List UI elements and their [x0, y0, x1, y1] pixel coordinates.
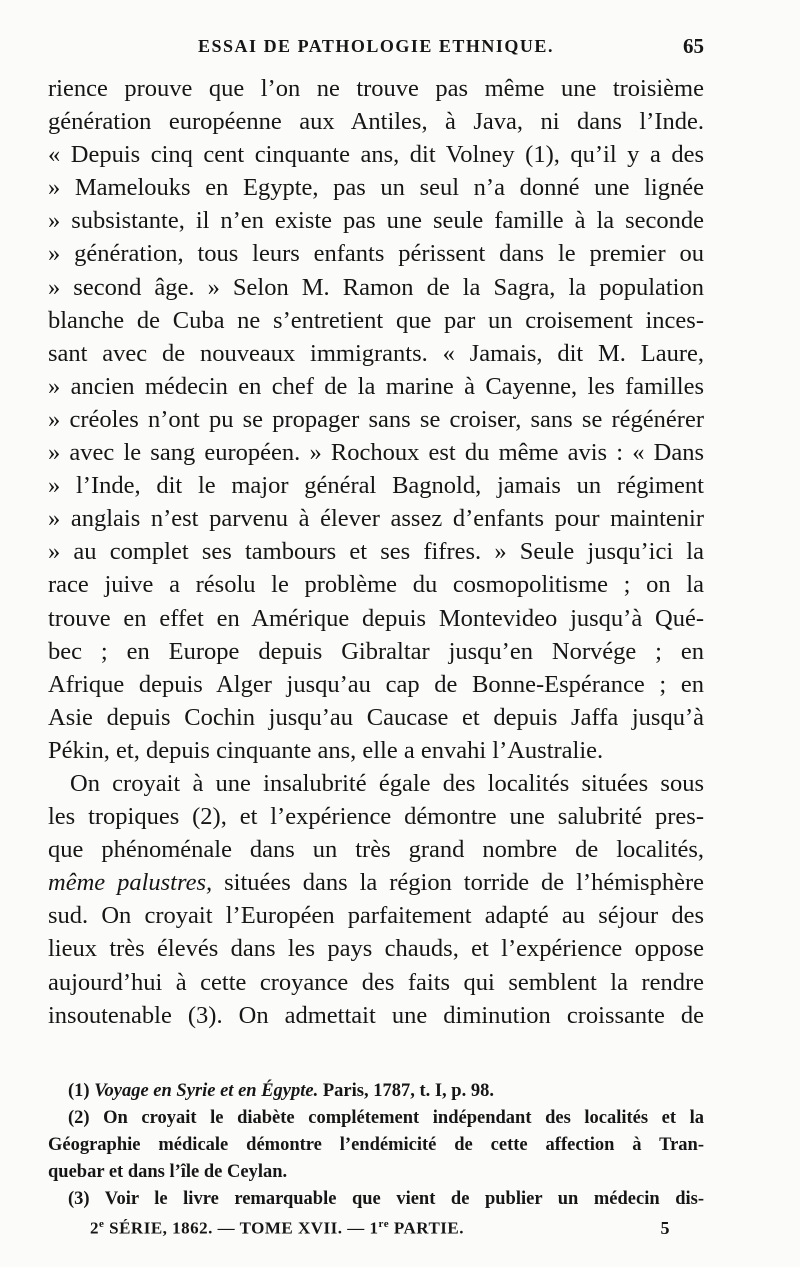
part-label: PARTIE.: [393, 1218, 464, 1238]
text-line: « Depuis cinq cent cinquante ans, dit Volney (1), qu’il y a des: [48, 141, 704, 169]
text-line: » anglais n’est parvenu à élever assez d’enfants pour maintenir: [48, 505, 704, 533]
text-line: sant avec de nouveaux immigrants. « Jamais, dit M. Laure,: [48, 339, 704, 367]
paragraph-start-line: On croyait à une insalubrité égale des localités situées sous: [70, 769, 704, 797]
text-line: que phénoménale dans un très grand nombre de localités,: [48, 836, 704, 864]
footnote-1: [48, 1078, 704, 1105]
text-line: aujourd’hui à cette croyance des faits qui semblent la rendre: [48, 968, 704, 996]
body-text: [48, 72, 704, 1032]
text-line: sud. On croyait l’Européen parfaitement adapté au séjour des: [48, 902, 704, 930]
text-line: » subsistante, il n’en existe pas une seule famille à la seconde: [48, 207, 704, 235]
footnote-cited-title: Voyage en Syrie et en Égypte.: [94, 1081, 319, 1101]
text-line: » second âge. » Selon M. Ramon de la Sagra, la population: [48, 273, 704, 301]
text-line: » l’Inde, dit le major général Bagnold, jamais un régiment: [48, 472, 704, 500]
series-volume-text: SÉRIE, 1862. — TOME XVII. — 1: [109, 1218, 379, 1238]
text-line: Afrique depuis Alger jusqu’au cap de Bonne-Espérance ; en: [48, 670, 704, 698]
page-number: 65: [683, 34, 704, 58]
footnote-2-line: Géographie médicale démontre l’endémicité de cette affection à Tran-: [48, 1135, 704, 1155]
running-head: [48, 32, 704, 62]
text-line: blanche de Cuba ne s’entretient que par un croisement inces-: [48, 306, 704, 334]
text-line: » avec le sang européen. » Rochoux est du même avis : « Dans: [48, 439, 704, 467]
footnotes: [48, 1078, 704, 1213]
text-line: insoutenable (3). On admettait une diminution croissante de: [48, 1001, 704, 1029]
text-line: » génération, tous leurs enfants périssent dans le premier ou: [48, 240, 704, 268]
text-line-rest: situées dans la région torride de l’hémisphère: [224, 869, 704, 897]
footnote-citation-rest: Paris, 1787, t. I, p. 98.: [322, 1081, 494, 1101]
text-line: lieux très élevés dans les pays chauds, et l’expérience oppose: [48, 935, 704, 963]
text-line: race juive a résolu le problème du cosmopolitisme ; on la: [48, 571, 704, 599]
text-line: Pékin, et, depuis cinquante ans, elle a envahi l’Australie.: [48, 736, 604, 764]
printer-signature: [90, 1218, 670, 1246]
footnote-mark: (1): [68, 1081, 90, 1101]
text-line: rience prouve que l’on ne trouve pas même une troisième: [48, 75, 704, 102]
footnote-2-line: quebar et dans l’île de Ceylan.: [48, 1162, 288, 1182]
text-line: génération européenne aux Antiles, à Java, ni dans l’Inde.: [48, 108, 704, 136]
text-line: Asie depuis Cochin jusqu’au Caucase et depuis Jaffa jusqu’à: [48, 703, 704, 731]
footnote-3-line: (3) Voir le livre remarquable que vient de publier un médecin dis-: [68, 1189, 704, 1209]
text-line: » Mamelouks en Egypte, pas un seul n’a donné une lignée: [48, 174, 704, 202]
part-superscript: re: [378, 1218, 390, 1230]
footnote-2-line: (2) On croyait le diabète complétement indépendant des localités et la: [68, 1108, 704, 1128]
sheet-number: 5: [660, 1218, 670, 1238]
italic-phrase: même palustres,: [48, 869, 213, 897]
series-number: 2: [90, 1218, 99, 1238]
series-superscript: e: [99, 1218, 105, 1230]
running-title: ESSAI DE PATHOLOGIE ETHNIQUE.: [198, 36, 554, 56]
text-line: » ancien médecin en chef de la marine à Cayenne, les familles: [48, 372, 704, 400]
text-line: » créoles n’ont pu se propager sans se croiser, sans se régénérer: [48, 405, 704, 433]
series-volume-line: [90, 1218, 464, 1239]
text-line: » au complet ses tambours et ses fifres. » Seule jusqu’ici la: [48, 538, 704, 566]
text-line: les tropiques (2), et l’expérience démontre une salubrité pres-: [48, 803, 704, 831]
text-line: trouve en effet en Amérique depuis Montevideo jusqu’à Qué-: [48, 604, 704, 632]
text-line: bec ; en Europe depuis Gibraltar jusqu’en Norvége ; en: [48, 637, 704, 665]
text-line-with-italic: [48, 866, 704, 899]
